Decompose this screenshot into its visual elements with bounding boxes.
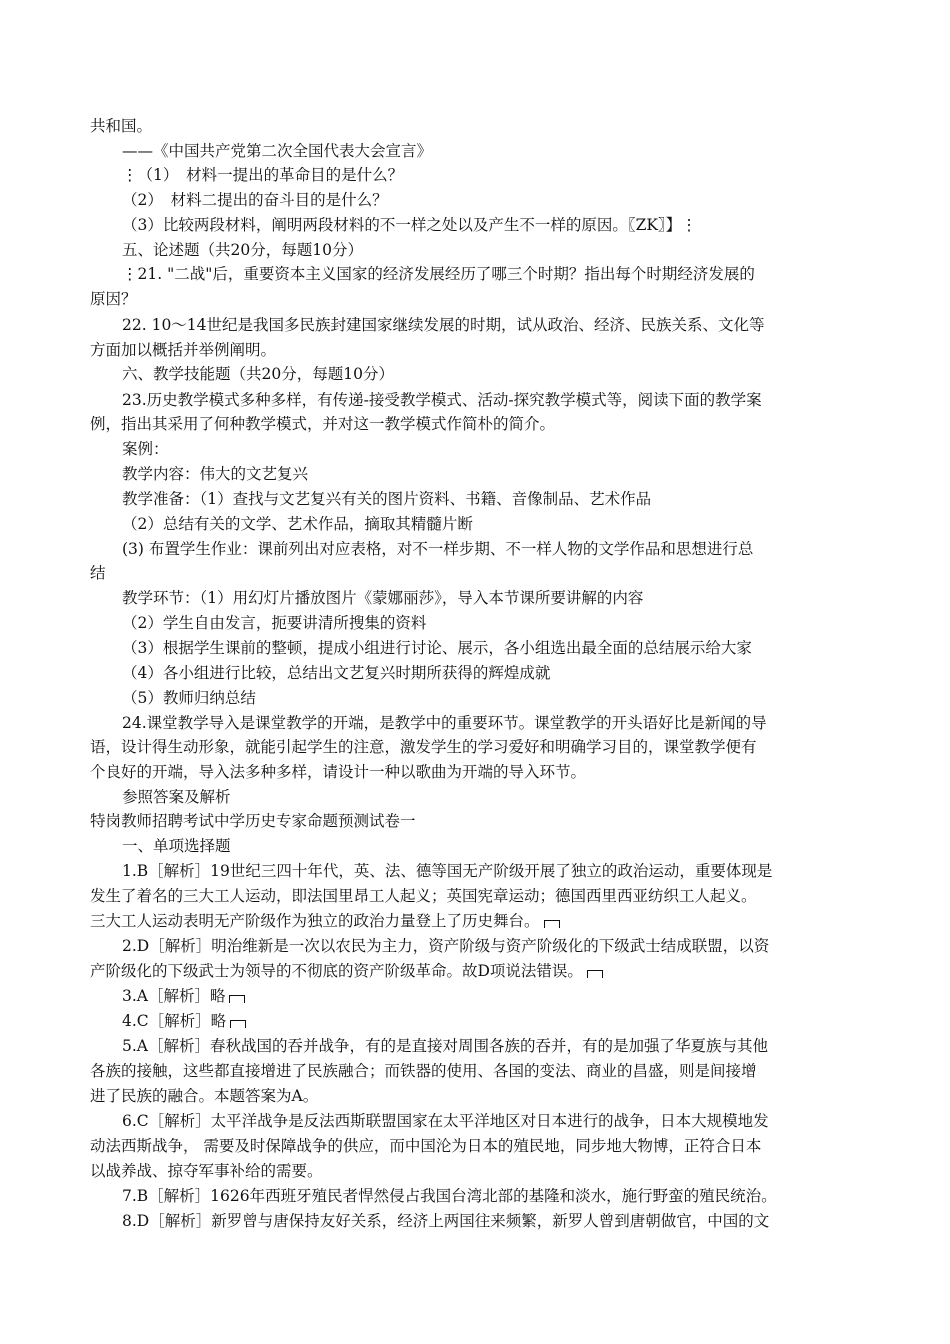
text-line: 5.A［解析］春秋战国的吞并战争，有的是直接对周围各族的吞并，有的是加强了华夏族与其他 — [122, 1037, 768, 1055]
text-line: 方面加以概括并举例阐明。 — [90, 341, 277, 359]
text-line: ——《中国共产党第二次全国代表大会宣言》 — [122, 142, 433, 160]
text-line: 23.历史教学模式多种多样，有传递-接受教学模式、活动-探究教学模式等，阅读下面的教学案 — [122, 391, 762, 409]
text-line: ⋮（1） 材料一提出的革命目的是什么？ — [122, 166, 404, 184]
section-heading: 一、单项选择题 — [122, 837, 231, 855]
section-heading: 五、论述题（共20分，每题10分） — [122, 241, 363, 259]
text-line — [90, 959, 865, 983]
text-line: （3）比较两段材料，阐明两段材料的不一样之处以及产生不一样的原因。〖ZK〗】⋮ — [122, 216, 697, 234]
bracket-mark-icon — [230, 1020, 246, 1028]
text-line: 各族的接触，这些都直接增进了民族融合；而铁器的使用、各国的变法、商业的昌盛，则是间接增 — [90, 1062, 757, 1080]
text-line: （2） 材料二提出的奋斗目的是什么？ — [122, 191, 388, 209]
text-line: 共和国。 — [90, 117, 153, 135]
text-line: 原因？ — [90, 290, 137, 308]
bracket-mark-icon — [544, 920, 560, 928]
text-line: 进了民族的融合。本题答案为A。 — [90, 1087, 319, 1105]
text-line: 2.D［解析］明治维新是一次以农民为主力，资产阶级与资产阶级化的下级武士结成联盟，以资 — [122, 937, 770, 955]
text-line: (3) 布置学生作业：课前列出对应表格，对不一样步期、不一样人物的文学作品和思想进行总 — [122, 540, 754, 558]
line-text: 4.C［解析］略 — [122, 1012, 227, 1030]
text-line: （5）教师归纳总结 — [122, 689, 256, 707]
text-line: 1.B［解析］19世纪三四十年代，英、法、德等国无产阶级开展了独立的政治运动，重要体现是 — [122, 862, 773, 880]
line-text: 3.A［解析］略 — [122, 987, 226, 1005]
text-line: 以战养战、掠夺军事补给的需要。 — [90, 1162, 323, 1180]
text-line: （2）学生自由发言，扼要讲清所搜集的资料 — [122, 614, 427, 632]
text-line — [90, 984, 897, 1008]
text-line: 7.B［解析］1626年西班牙殖民者悍然侵占我国台湾北部的基隆和淡水，施行野蛮的殖民统治。 — [122, 1187, 777, 1205]
text-line: 案例： — [122, 440, 169, 458]
answers-heading: 参照答案及解析 — [122, 788, 231, 806]
text-line: 结 — [90, 564, 106, 582]
text-line: 教学环节：（1）用幻灯片播放图片《蒙娜丽莎》，导入本节课所要讲解的内容 — [122, 589, 644, 607]
exam-title: 特岗教师招聘考试中学历史专家命题预测试卷一 — [90, 812, 416, 830]
section-heading: 六、教学技能题（共20分，每题10分） — [122, 365, 394, 383]
text-line: ⋮21. "二战"后，重要资本主义国家的经济发展经历了哪三个时期？指出每个时期经济发展的 — [122, 265, 755, 283]
text-line: 教学内容：伟大的文艺复兴 — [122, 465, 309, 483]
line-text: 产阶级化的下级武士为领导的不彻底的资产阶级革命。故D项说法错误。 — [90, 962, 583, 980]
text-line — [90, 1009, 897, 1033]
bracket-mark-icon — [587, 970, 603, 978]
text-line: （4）各小组进行比较，总结出文艺复兴时期所获得的辉煌成就 — [122, 664, 551, 682]
text-line: 8.D［解析］新罗曾与唐保持友好关系，经济上两国往来频繁，新罗人曾到唐朝做官，中国的文 — [122, 1212, 770, 1230]
text-line: 发生了着名的三大工人运动，即法国里昂工人起义；英国宪章运动；德国西里西亚纺织工人起义。 — [90, 887, 757, 905]
text-line: 教学准备：（1）查找与文艺复兴有关的图片资料、书籍、音像制品、艺术作品 — [122, 490, 652, 508]
text-line: （3）根据学生课前的整顿，提成小组进行讨论、展示，各小组选出最全面的总结展示给大家 — [122, 639, 752, 657]
text-line: 动法西斯战争， 需要及时保障战争的供应，而中国沦为日本的殖民地，同步地大物博，正符合日本 — [90, 1137, 762, 1155]
text-line: 6.C［解析］太平洋战争是反法西斯联盟国家在太平洋地区对日本进行的战争，日本大规模地发 — [122, 1112, 769, 1130]
line-text: 三大工人运动表明无产阶级作为独立的政治力量登上了历史舞台。 — [90, 912, 540, 930]
text-line: 22. 10～14世纪是我国多民族封建国家继续发展的时期，试从政治、经济、民族关系、文化等 — [122, 316, 765, 334]
text-line: 例，指出其采用了何种教学模式，并对这一教学模式作简朴的简介。 — [90, 415, 556, 433]
text-line — [90, 909, 865, 933]
bracket-mark-icon — [229, 995, 245, 1003]
text-line: 个良好的开端，导入法多种多样，请设计一种以歌曲为开端的导入环节。 — [90, 763, 587, 781]
text-line: 24.课堂教学导入是课堂教学的开端，是教学中的重要环节。课堂教学的开头语好比是新闻的导 — [122, 714, 767, 732]
text-line: 语，设计得生动形象，就能引起学生的注意，激发学生的学习爱好和明确学习目的，课堂教学便有 — [90, 738, 757, 756]
text-line: （2）总结有关的文学、艺术作品，摘取其精髓片断 — [122, 515, 473, 533]
